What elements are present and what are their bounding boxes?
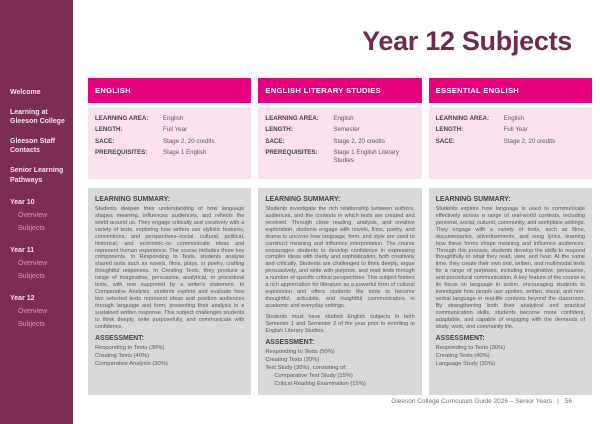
detail-label: LENGTH: [265, 126, 293, 134]
detail-label: SACE: [95, 137, 115, 145]
detail-label: LEARNING AREA: [265, 115, 319, 122]
assessment-item: Creating Texts (20%) [265, 356, 320, 363]
sidebar-group-year12 [10, 294, 65, 329]
sidebar-item-senior-learning-pathways[interactable]: Senior Learning Pathways [10, 167, 64, 184]
detail-label: PREREQUISITES: [95, 148, 148, 156]
subject-card-essential-english [429, 78, 592, 395]
footer-page-number: 56 [564, 398, 572, 405]
detail-label: LEARNING AREA: [435, 115, 490, 122]
detail-value: Stage 1 English [163, 148, 207, 156]
subject-header-english: ENGLISH [88, 78, 251, 103]
subject-card-english [88, 78, 251, 395]
sidebar-item-year12-overview[interactable]: Overview [18, 308, 48, 316]
detail-value: English [503, 115, 524, 122]
assessment-item: Text Study (30%), consisting of: [265, 364, 347, 371]
sidebar-item-year11[interactable]: Year 11 [10, 246, 35, 254]
detail-value: Stage 1 English Literary Studies [333, 148, 400, 164]
detail-label: LEARNING AREA: [95, 115, 149, 122]
detail-label: SACE: [265, 137, 285, 145]
subject-details-english-literary-studies [258, 107, 421, 179]
sidebar-nav [0, 0, 73, 424]
assessment-subitem: Comparative Text Study (15%) [274, 372, 353, 379]
footer-text: Gleeson College Curriculum Guide 2026 – Senior Years [391, 398, 553, 405]
detail-row [436, 138, 585, 146]
footer-separator: | [557, 398, 559, 405]
subject-details-english [88, 107, 251, 179]
subject-card-english-literary-studies [258, 78, 421, 395]
subject-summary-english [88, 188, 251, 395]
detail-value: Stage 2, 20 credits [163, 137, 215, 145]
detail-row [95, 149, 244, 157]
assessment-item: Responding to Texts (30%) [435, 344, 506, 351]
sidebar-item-gleeson-staff-contacts[interactable]: Gleeson Staff Contacts [10, 138, 56, 155]
sidebar-item-year12[interactable]: Year 12 [10, 295, 35, 303]
assessment-heading: ASSESSMENT: [95, 334, 145, 342]
detail-value: Stage 2, 20 credits [333, 137, 385, 145]
sidebar-item-learning-at-gleeson-college[interactable]: Learning at Gleeson College [10, 109, 65, 126]
detail-label: LENGTH: [435, 126, 464, 134]
subject-summary-english-literary-studies [258, 188, 421, 395]
detail-row [95, 115, 244, 123]
learning-summary-heading: LEARNING SUMMARY: [435, 196, 511, 203]
subject-header-essential-english: ESSENTIAL ENGLISH [429, 78, 592, 103]
sidebar-group-year10 [10, 198, 65, 233]
summary-paragraph: Students deepen their understanding of how language shapes meaning, influences audiences, and reflects the world around us. They engage critically and creatively with a variety of texts, exploring how writers use stylistic features, conventions, and perspectives–social, cultural, political, historical, and economic–to communicate ideas and represent human experience. The course includes three key components. In Responding to Texts, students analyse shared texts such as novels, films, plays, or poetry, crafting thoughtful responses. In Creating Texts, they produce a range of imaginative, persuasive, analytical, or procedural texts, with one supported by a writer's statement. In Comparative Analysis, students explore and evaluate how two selected texts represent ideas and position audiences through language and form, presenting their analysis in a sustained written response. This subject challenges students to think deeply, write purposefully, and communicate with confidence. [95, 206, 245, 330]
assessment-subitem: Critical Reading Examination (15%) [274, 380, 366, 387]
sidebar-item-year11-subjects[interactable]: Subjects [18, 273, 45, 281]
subject-details-essential-english [429, 107, 592, 179]
detail-value: Stage 2, 20 credits [503, 137, 556, 145]
page-footer [391, 398, 572, 405]
learning-summary-heading: LEARNING SUMMARY: [265, 196, 341, 203]
subject-columns [88, 78, 592, 395]
detail-value: English [333, 115, 354, 122]
assessment-heading: ASSESSMENT: [435, 334, 485, 342]
detail-label: SACE: [435, 137, 455, 145]
assessment-item: Responding to Texts (30%) [95, 344, 165, 351]
assessment-item: Creating Texts (40%) [435, 352, 490, 359]
sidebar-item-year12-subjects[interactable]: Subjects [18, 321, 45, 329]
detail-value: English [163, 115, 184, 122]
assessment-item: Language Study (30%) [435, 360, 495, 367]
summary-paragraph: Students explore how language is used to communicate effectively across a range of real-world contexts, including personal, social, cultural, community, and workplace settings. They engage with a variety of texts, such as films, documentaries, advertisements, and song lyrics, learning how these forms shape meaning and influence audiences. Through this process, students develop the skills to respond thoughtfully to what they read, view, and hear. At the same time, they create their own oral, written, and multimodal texts for a range of purposes, including imaginative, persuasive, and procedural communication. A key feature of the course is its focus on language in action, encouraging students to investigate how people use spoken, written, visual, and non-verbal language in real-life contexts beyond the classroom. By strengthening both their analytical and practical communication skills, students become more confident, adaptable, and capable of engaging with the demands of study, work, and community life. [435, 206, 585, 330]
detail-row [265, 126, 414, 134]
sidebar-item-year10-subjects[interactable]: Subjects [18, 224, 45, 232]
detail-row [436, 115, 585, 123]
sidebar-item-year10[interactable]: Year 10 [10, 198, 35, 206]
summary-paragraph: Students investigate the rich relationship between authors, audiences, and the contexts in which texts are created and received. Through close reading, analysis, and creative exploration, students engage with novels, films, poetry, and drama to uncover how language, form, and style are used to construct meaning and influence interpretation. The course encourages students to develop confidence in expressing complex ideas with clarity and sophistication, both creatively and critically. Students are challenged to think deeply, argue persuasively, and write with purpose, and read texts through a number of specific critical perspectives. This subject fosters a rich appreciation for literature as a powerful form of cultural expression and offers students the tools to become thoughtful, articulate, and insightful communicators in academic and everyday settings. [265, 206, 415, 309]
detail-row [265, 115, 414, 123]
detail-label: LENGTH: [95, 126, 123, 134]
detail-value: Full Year [163, 126, 188, 134]
page-title: Year 12 Subjects [362, 26, 572, 56]
sidebar-item-year11-overview[interactable]: Overview [18, 260, 48, 268]
sidebar-group-year11 [10, 246, 65, 281]
detail-label: PREREQUISITES: [265, 148, 318, 156]
detail-row [436, 126, 585, 134]
learning-summary-heading: LEARNING SUMMARY: [95, 196, 171, 203]
subject-header-english-literary-studies: ENGLISH LITERARY STUDIES [258, 78, 421, 103]
assessment-item: Creating Texts (40%) [95, 352, 150, 359]
assessment-item: Responding to Texts (50%) [265, 348, 335, 355]
sidebar-item-welcome[interactable]: Welcome [10, 89, 41, 96]
summary-paragraph: Students must have studied English subjects in both Semester 1 and Semester 2 of the year prior to enrolling in English Literary Studies. [265, 313, 415, 334]
detail-row [265, 149, 414, 165]
sidebar-item-year10-overview[interactable]: Overview [18, 211, 48, 219]
detail-row [95, 126, 244, 134]
detail-value: Semester [333, 126, 360, 134]
detail-row [265, 138, 414, 146]
assessment-heading: ASSESSMENT: [265, 338, 315, 346]
detail-value: Full Year [503, 126, 528, 134]
assessment-item: Comparative Analysis (30%) [95, 360, 168, 367]
detail-row [95, 138, 244, 146]
subject-summary-essential-english [429, 188, 592, 395]
